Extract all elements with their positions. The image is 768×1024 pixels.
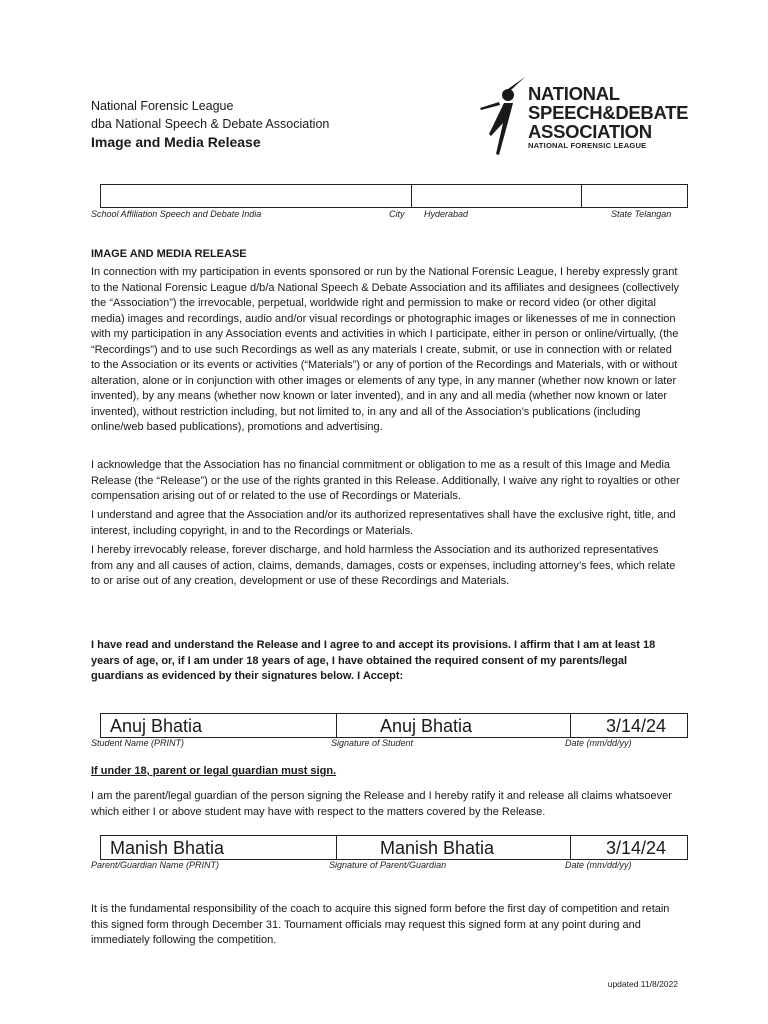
guardian-date-value[interactable]: 3/14/24: [606, 838, 667, 858]
org-dba: dba National Speech & Debate Association: [91, 117, 330, 131]
state-caption: State Telangan: [611, 209, 672, 219]
city-cell-divider: [411, 185, 412, 207]
guardian-signature-box: [100, 835, 688, 860]
student-signature-divider: [336, 714, 337, 737]
guardian-signature-caption: Signature of Parent/Guardian: [329, 860, 447, 870]
release-paragraph-3: I understand and agree that the Association and/or its authorized representatives shall have the exclusive right, title, and interest, including copyright, in and to the Recordings or Materials.: [91, 509, 676, 537]
logo-line-3: ASSOCIATION: [528, 121, 652, 142]
guardian-signature-value[interactable]: Manish Bhatia: [380, 838, 495, 858]
logo-line-2: SPEECH&DEBATE: [528, 102, 689, 123]
document-title: Image and Media Release: [91, 134, 261, 150]
org-name: National Forensic League: [91, 99, 234, 113]
student-date-divider: [570, 714, 571, 737]
student-signature-box: [100, 713, 688, 738]
student-signature-value[interactable]: Anuj Bhatia: [380, 716, 473, 736]
student-signature-caption: Signature of Student: [331, 738, 414, 748]
acceptance-statement: I have read and understand the Release and I agree to and accept its provisions. I affirm that I am at least 18 years of age, or, if I am under 18 years of age, I have obtained the required consent of my parents/legal guardians as evidenced by their signatures below. I Accept:: [91, 639, 656, 682]
guardian-signature-divider: [336, 836, 337, 859]
student-date-value[interactable]: 3/14/24: [606, 716, 667, 736]
logo-line-1: NATIONAL: [528, 83, 620, 104]
updated-date: updated 11/8/2022: [607, 979, 678, 989]
school-info-box: [100, 184, 688, 208]
guardian-statement: I am the parent/legal guardian of the person signing the Release and I hereby ratify it and release all claims whatsoever which either I or above student may have with respect to the matters covered by the Release.: [91, 790, 672, 818]
guardian-name-value[interactable]: Manish Bhatia: [110, 838, 225, 858]
release-paragraph-2: I acknowledge that the Association has no financial commitment or obligation to me as a result of this Image and Media Release (the “Release”) or the use of the rights granted in this Release. Additionally, I waive any right to royalties or other compensation arising out of or related to the use of Recordings or Materials.: [91, 459, 680, 502]
release-paragraph-4: I hereby irrevocably release, forever discharge, and hold harmless the Association and its authorized representatives from any and all causes of action, claims, demands, damages, costs or expenses, including attorney’s fees, which relate to or arise out of any creation, development or use of these Recordings and Materials.: [91, 544, 676, 587]
student-date-caption: Date (mm/dd/yy): [565, 738, 632, 748]
logo-subtitle: NATIONAL FORENSIC LEAGUE: [528, 141, 647, 150]
coach-responsibility-note: It is the fundamental responsibility of the coach to acquire this signed form before the first day of competition and retain this signed form through December 31. Tournament officials may request this signed form at any point during and immediately following the competition.: [91, 903, 670, 946]
logo-wordmark: [528, 84, 688, 141]
speaker-figure-icon: [478, 76, 526, 158]
guardian-date-divider: [570, 836, 571, 859]
school-affiliation-caption: School Affiliation Speech and Debate India: [91, 209, 262, 219]
release-paragraph-1: In connection with my participation in events sponsored or run by the National Forensic League, I hereby expressly grant to the National Forensic League d/b/a National Speech & Debate Association and its affiliates and designees (collectively the “Association”) the irrevocable, perpetual, worldwide right and permission to make or record video (or other digital media) images and recordings, audio and/or visual recordings or photographic images or likenesses of me in connection with my participation in any Association events and activities in which I participate, either in person or online/virtually, (the “Recordings”) and to use such Recordings as well as any materials I create, submit, or use in connection with or related to the Association or its events or activities (“Materials”) or any of portion of the Recordings and Materials, with or without alteration, alone or in conjunction with other images or elements of any type, in any manner (whether now known or later invented), by any means (whether now known or later invented), and in any and all media (whether now known or later invented), without restriction including, but not limited to, in any and all of the Association’s publications (including online/web based publications), promotions and advertising.: [91, 266, 680, 433]
guardian-date-caption: Date (mm/dd/yy): [565, 860, 632, 870]
guardian-heading: If under 18, parent or legal guardian must sign.: [91, 765, 337, 777]
city-value: Hyderabad: [424, 209, 469, 219]
guardian-name-caption: Parent/Guardian Name (PRINT): [91, 860, 220, 870]
student-name-value[interactable]: Anuj Bhatia: [110, 716, 203, 736]
release-heading: IMAGE AND MEDIA RELEASE: [91, 248, 247, 260]
city-caption: City: [389, 209, 405, 219]
student-name-caption: Student Name (PRINT): [91, 738, 185, 748]
nsda-logo: [478, 76, 688, 158]
state-cell-divider: [581, 185, 582, 207]
